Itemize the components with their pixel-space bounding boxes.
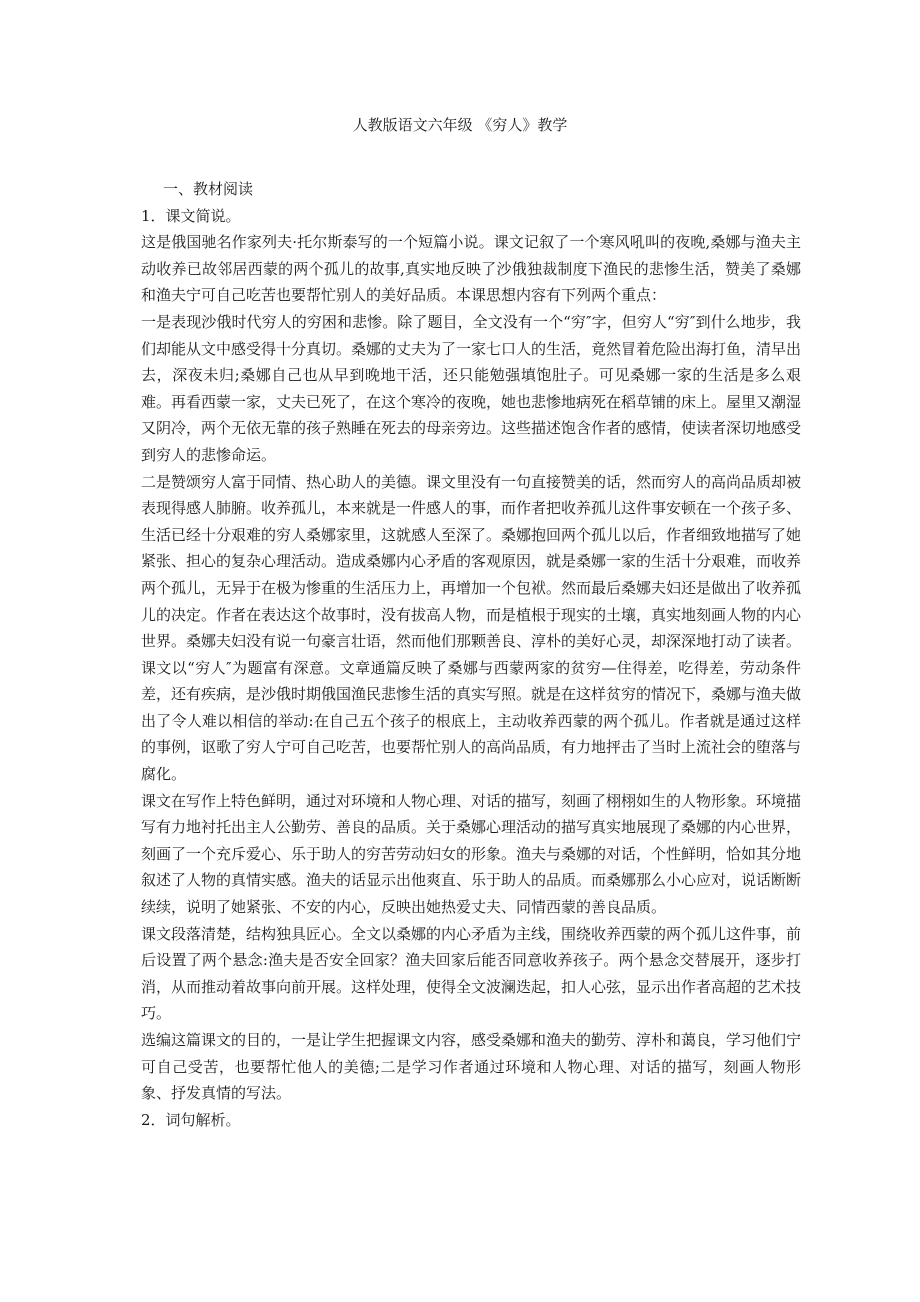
section-heading: 一、教材阅读 xyxy=(163,180,254,198)
paragraph-point-two: 二是赞颂穷人富于同情、热心助人的美德。课文里没有一句直接赞美的话，然而穷人的高尚品质却被表现得感人肺腑。收养孤儿，本来就是一件感人的事，而作者把收养孤儿这件事安顿在一个孩子多、生活已经十分艰难的穷人桑娜家里，这就感人至深了。桑娜抱回两个孤儿以后，作者细致地描写了她紧张、担心的复杂心理活动。造成桑娜内心矛盾的客观原因，就是桑娜一家的生活十分艰难，而收养两个孤儿，无异于在极为惨重的生活压力上，再增加一个包袱。然而最后桑娜夫妇还是做出了收养孤儿的决定。作者在表达这个故事时，没有拔高人物，而是植根于现实的土壤，真实地刻画人物的内心世界。桑娜夫妇没有说一句豪言壮语，然而他们那颗善良、淳朴的美好心灵，却深深地打动了读者。 xyxy=(141,472,802,651)
paragraph-point-one: 一是表现沙俄时代穷人的穷困和悲惨。除了题目，全文没有一个“穷″字，但穷人“穷″到什么地步，我们却能从文中感受得十分真切。桑娜的丈夫为了一家七口人的生活，竟然冒着危险出海打鱼，清早出去，深夜未归;桑娜自己也从早到晚地干活，还只能勉强填饱肚子。可见桑娜一家的生活是多么艰难。再看西蒙一家，丈夫已死了，在这个寒冷的夜晚，她也悲惨地病死在稻草铺的床上。屋里又潮湿又阴冷，两个无依无靠的孩子熟睡在死去的母亲旁边。这些描述饱含作者的感情，使读者深切地感受到穷人的悲惨命运。 xyxy=(141,312,802,464)
sub-heading-word-analysis: 2．词句解析。 xyxy=(141,1110,241,1129)
paragraph-purpose: 选编这篇课文的目的，一是让学生把握课文内容，感受桑娜和渔夫的勤劳、淳朴和蔼良，学习他们宁可自己受苦，也要帮忙他人的美德;二是学习作者通过环境和人物心理、对话的描写，刻画人物形象、抒发真情的写法。 xyxy=(141,1031,802,1103)
document-title: 人教版语文六年级 《穷人》教学 xyxy=(352,116,568,134)
paragraph-intro: 这是俄国驰名作家列夫·托尔斯泰写的一个短篇小说。课文记叙了一个寒风吼叫的夜晚,桑娜与渔夫主动收养已故邻居西蒙的两个孤儿的故事,真实地反映了沙俄独裁制度下渔民的悲惨生活，赞美了桑娜和渔夫宁可自己吃苦也要帮忙别人的美好品质。本课思想内容有下列两个重点： xyxy=(141,233,801,305)
paragraph-structure: 课文段落清楚，结构独具匠心。全文以桑娜的内心矛盾为主线，围绕收养西蒙的两个孤儿这件事，前后设置了两个悬念:渔夫是否安全回家？渔夫回家后能否同意收养孩子。两个悬念交替展开，逐步打消，从而推动着故事向前开展。这样处理，使得全文波澜迭起，扣人心弦，显示出作者高超的艺术技巧。 xyxy=(141,924,802,1023)
document-body xyxy=(141,176,801,1133)
paragraph-writing-features: 课文在写作上特色鲜明，通过对环境和人物心理、对话的描写，刻画了栩栩如生的人物形象。环境描写有力地衬托出主人公勤劳、善良的品质。关于桑娜心理活动的描写真实地展现了桑娜的内心世界，刻画了一个充斥爱心、乐于助人的穷苦劳动妇女的形象。渔夫与桑娜的对话，个性鲜明，恰如其分地叙述了人物的真情实感。渔夫的话显示出他爽直、乐于助人的品质。而桑娜那么小心应对，说话断断续续，说明了她紧张、不安的内心，反映出她热爱丈夫、同情西蒙的善良品质。 xyxy=(141,791,802,917)
paragraph-title-meaning: 课文以“穷人″为题富有深意。文章通篇反映了桑娜与西蒙两家的贫穷—住得差，吃得差，劳动条件差，还有疾病，是沙俄时期俄国渔民悲惨生活的真实写照。就是在这样贫穷的情况下，桑娜与渔夫做出了令人难以相信的举动:在自己五个孩子的根底上，主动收养西蒙的两个孤儿。作者就是通过这样的事例，讴歌了穷人宁可自己吃苦，也要帮忙别人的高尚品质，有力地抨击了当时上流社会的堕落与腐化。 xyxy=(141,658,802,784)
sub-heading-course-summary: 1．课文简说。 xyxy=(141,206,241,225)
